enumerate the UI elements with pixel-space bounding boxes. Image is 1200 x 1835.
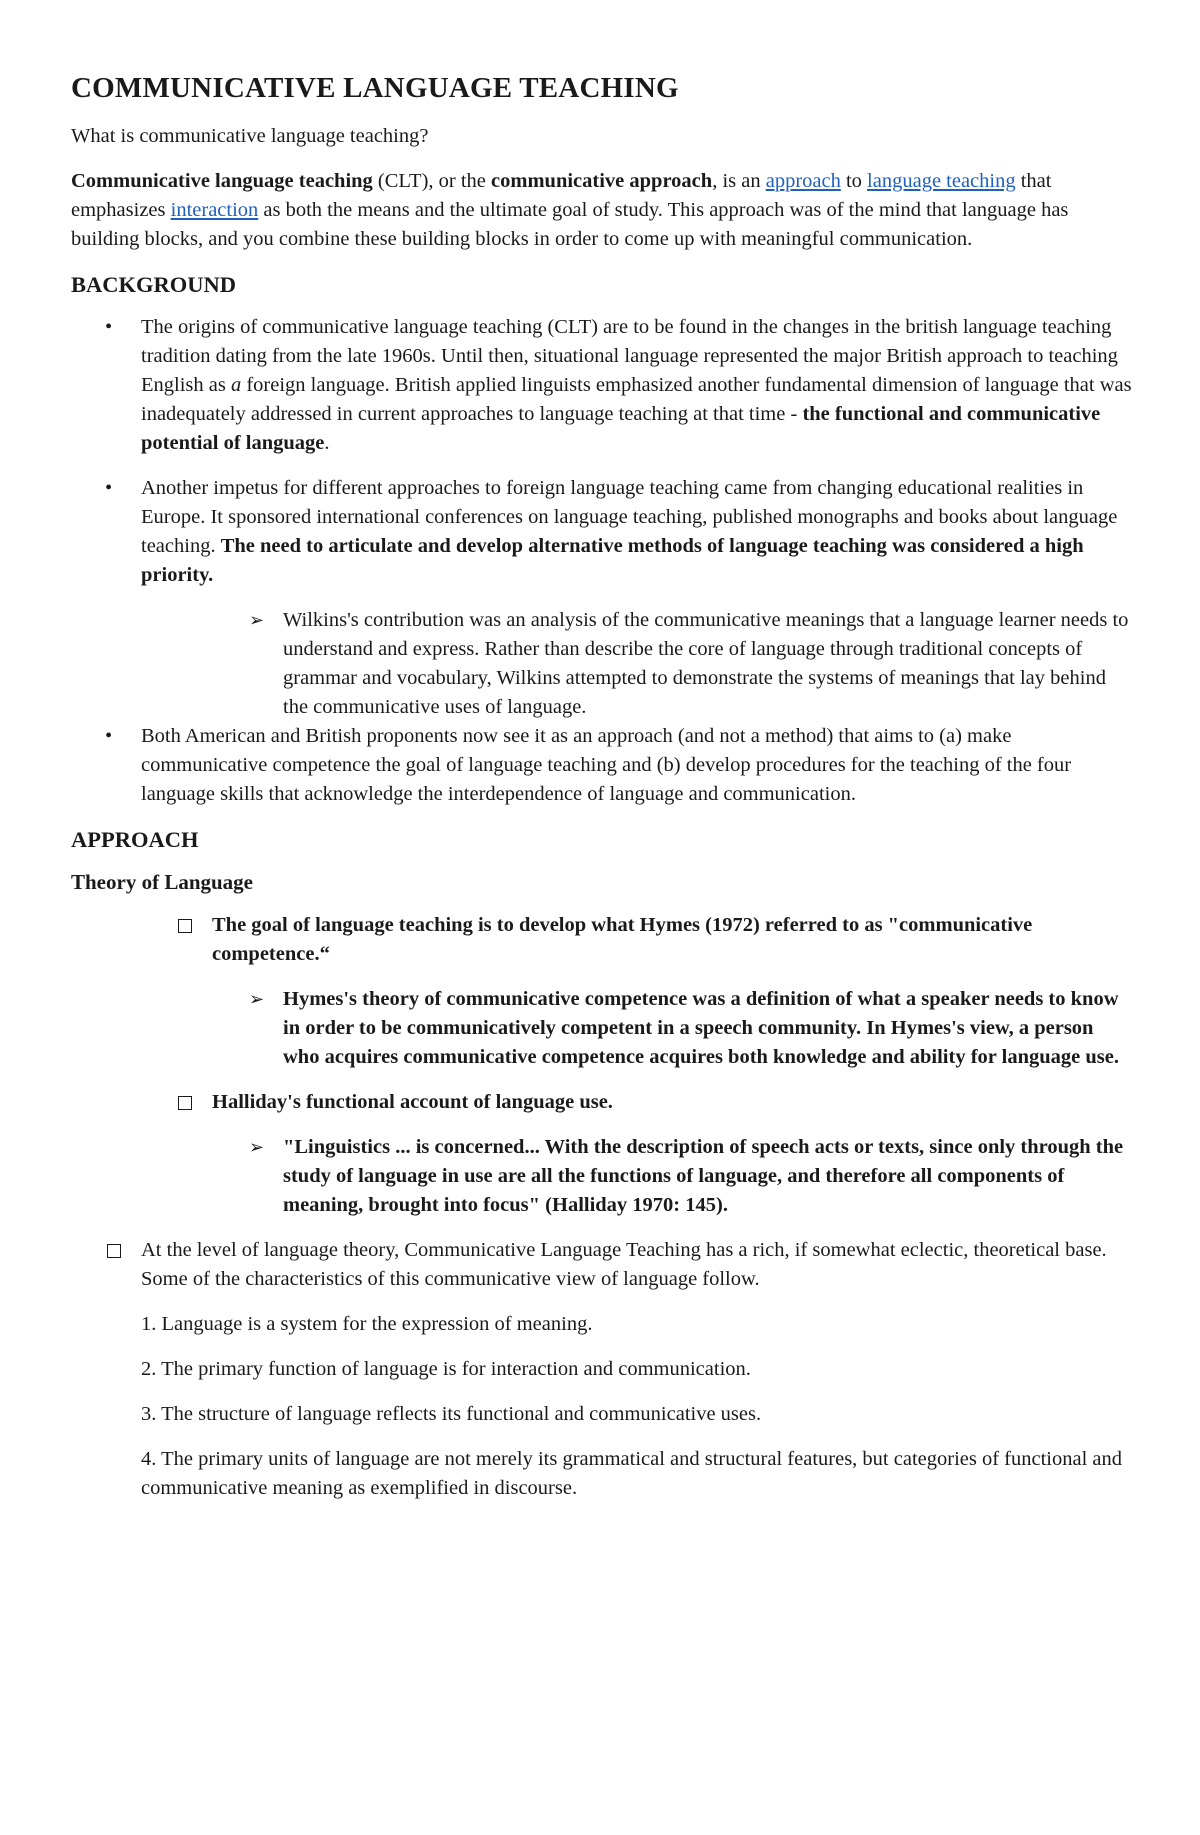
approach-box-item-1 [71,911,1135,969]
theory-of-language-heading: Theory of Language [71,870,254,894]
characteristic-item: 1. Language is a system for the expression of meaning. [141,1313,593,1335]
document-page [71,70,1135,1519]
box-item-text: At the level of language theory, Communicative Language Teaching has a rich, if somewhat eclectic, theoretical base. Some of the characteristics of this communicative view of language follow. [141,1239,1107,1290]
approach-box-item-2 [71,1088,1135,1117]
intro-text: as both the means and the ultimate goal of study. This approach was of the mind that language has building blocks, and you combine these building blocks in order to come up with meaningful communication. [71,199,1069,250]
background-subpoint-wilkins [71,606,1135,722]
arrow-bullet-icon: ➢ [249,989,265,1009]
checkbox-bullet-icon [178,1096,192,1110]
subpoint-text: "Linguistics ... is concerned... With the description of speech acts or texts, since only through the study of language in use are all the functions of language, and therefore all components of meaning, brought into focus" (Halliday 1970: 145). [283,1136,1124,1216]
bullet-text: . [324,432,330,454]
term-clt: Communicative language teaching [71,170,373,192]
intro-question: What is communicative language teaching? [71,125,429,147]
characteristic-item: 4. The primary units of language are not merely its grammatical and structural features, but categories of functional and communicative meaning as exemplified in discourse. [141,1448,1122,1499]
bullet-text-italic: a [230,374,242,396]
background-bullet-1 [71,313,1135,458]
bullet-text: foreign language. British applied linguists emphasized another fundamental dimension of language that was inadequately addressed in current approaches to language teaching at that time - [141,374,1132,425]
term-communicative-approach: communicative approach [491,170,713,192]
intro-paragraph [71,167,1135,254]
page-title: COMMUNICATIVE LANGUAGE TEACHING [71,72,679,104]
intro-text: that emphasizes [71,170,1052,221]
approach-subpoint-halliday [71,1133,1135,1220]
subpoint-text: Hymes's theory of communicative competence was a definition of what a speaker needs to know in order to be communicatively competent in a speech community. In Hymes's view, a person who acquires communicative competence acquires both knowledge and ability for language use. [283,988,1119,1068]
bullet-icon: • [105,477,113,499]
bullet-bold-text: the functional and communicative potential of language [141,403,1101,454]
background-bullet-3 [71,722,1135,809]
characteristic-item: 2. The primary function of language is for interaction and communication. [141,1358,751,1380]
link-language-teaching[interactable]: language teaching [867,170,1016,192]
approach-heading: APPROACH [71,827,199,852]
approach-box-item-3 [71,1236,1135,1294]
background-heading: BACKGROUND [71,272,237,297]
bullet-text: Both American and British proponents now see it as an approach (and not a method) that aims to (a) make communicative competence the goal of language teaching and (b) develop procedures for the teaching of the four language skills that acknowledge the interdependence of language and communication. [141,725,1072,805]
approach-subpoint-hymes [71,985,1135,1072]
bullet-icon: • [105,316,113,338]
bullet-text: The origins of communicative language teaching (CLT) are to be found in the changes in the british language teaching tradition dating from the late 1960s. Until then, situational language represented the major British approach to teaching English as [141,316,1118,396]
bullet-bold-text: The need to articulate and develop alternative methods of language teaching was considered a high priority. [141,535,1084,586]
arrow-bullet-icon: ➢ [249,610,265,630]
bullet-icon: • [105,725,113,747]
checkbox-bullet-icon [107,1244,121,1258]
intro-text: (CLT), or the [372,170,492,192]
link-approach[interactable]: approach [765,170,841,192]
box-item-text: The goal of language teaching is to develop what Hymes (1972) referred to as "communicative competence.“ [212,914,1033,965]
characteristic-item: 3. The structure of language reflects its functional and communicative uses. [141,1403,762,1425]
bullet-text: Another impetus for different approaches to foreign language teaching came from changing educational realities in Europe. It sponsored international conferences on language teaching, published monographs and books about language teaching. [141,477,1118,557]
subpoint-text: Wilkins's contribution was an analysis of the communicative meanings that a language learner needs to understand and express. Rather than describe the core of language through traditional concepts of grammar and vocabulary, Wilkins attempted to demonstrate the systems of meanings that lay behind the communicative uses of language. [283,609,1129,718]
checkbox-bullet-icon [178,919,192,933]
intro-text: to [840,170,868,192]
background-bullet-2 [71,474,1135,590]
link-interaction[interactable]: interaction [170,199,259,221]
arrow-bullet-icon: ➢ [249,1137,265,1157]
box-item-text: Halliday's functional account of language use. [212,1091,613,1113]
intro-text: , is an [712,170,766,192]
